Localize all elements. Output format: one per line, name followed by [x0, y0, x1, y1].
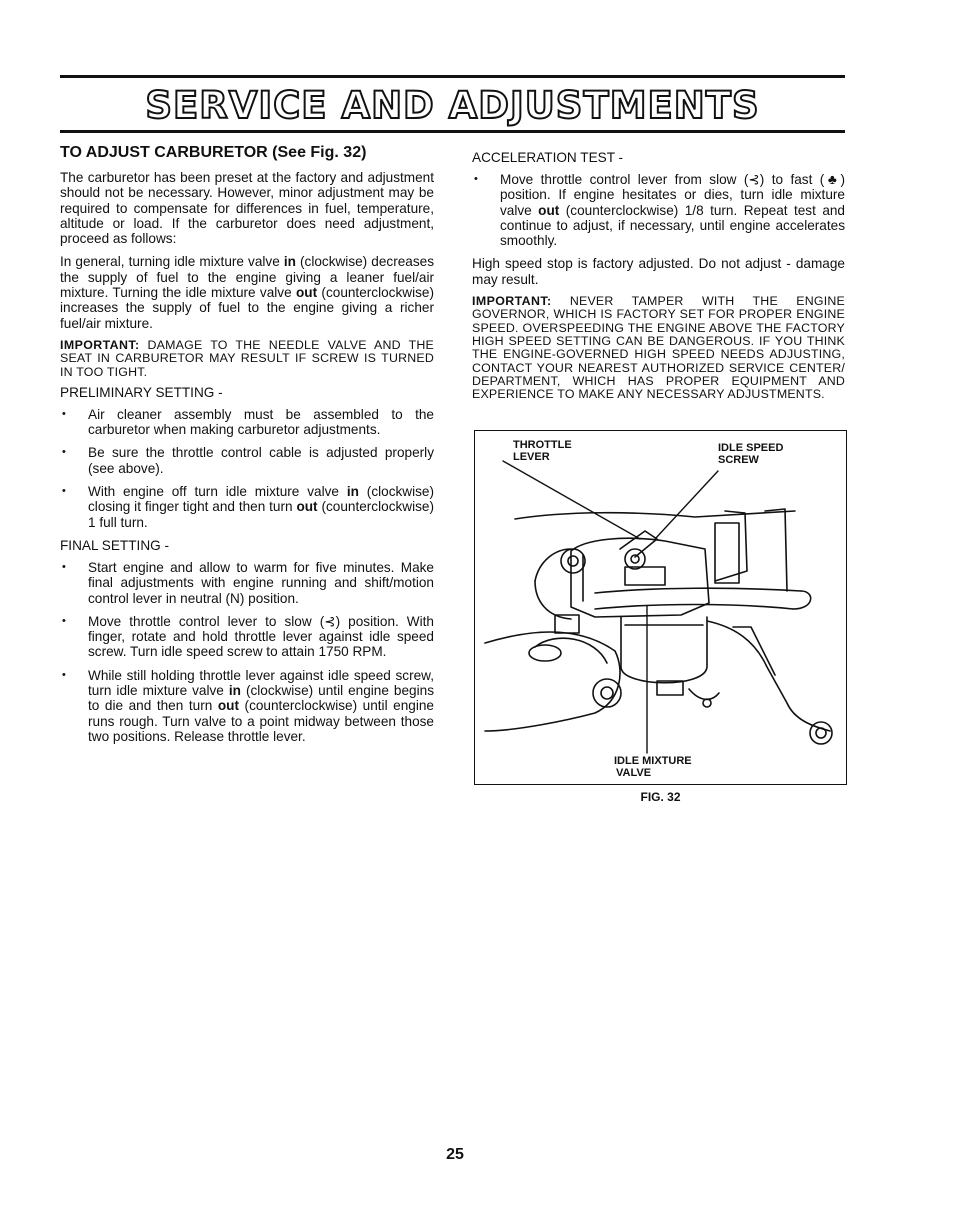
- bullet-icon: •: [62, 560, 66, 573]
- important-label: IMPORTANT:: [472, 294, 552, 309]
- list-item-text: (clockwise) until engine begins to die and then turn: [88, 683, 434, 714]
- callout-text: SCREW: [718, 454, 759, 466]
- bullet-icon: •: [62, 485, 66, 498]
- list-item-text: (clockwise) closing it finger tight and then turn: [88, 484, 435, 515]
- header-top-rule: [60, 75, 845, 78]
- preliminary-list: [60, 407, 434, 530]
- callout-text: LEVER: [513, 451, 550, 463]
- page-title: SERVICE AND ADJUSTMENTS: [145, 84, 760, 127]
- list-item: [60, 668, 434, 744]
- important-text: NEVER TAMPER WITH THE ENGINE GOVERNOR, WHICH IS FACTORY SET FOR PROPER ENGINE SPEED. OVERSPEEDING THE ENGINE ABOVE THE FACTORY HIGH SPEED SETTING CAN BE DANGEROUS. IF YOU THINK THE ENGINE-GOVERNED HIGH SPEED NEEDS ADJUSTING, CONTACT YOUR NEAREST AUTHORIZED SERVICE CENTER/ DEPARTMENT, WHICH HAS PROPER EQUIPMENT AND EXPERIENCE TO MAKE ANY NECESSARY ADJUSTMENTS.: [472, 294, 845, 402]
- page-number: 25: [446, 1146, 464, 1163]
- mixture-text-2: (clockwise) decreases the supply of fuel to the engine giving a leaner fuel/air mixture. Turning the idle mixture valve: [60, 254, 434, 301]
- out-word: out: [217, 698, 239, 714]
- important-text: DAMAGE TO THE NEEDLE VALVE AND THE SEAT IN CARBURETOR MAY RESULT IF SCREW IS TURNED IN TOO TIGHT.: [60, 337, 434, 379]
- in-word: in: [228, 683, 241, 699]
- callout-idle-speed-screw: [718, 442, 783, 466]
- callout-idle-mixture-valve: [614, 755, 692, 779]
- final-setting-heading: FINAL SETTING -: [60, 537, 170, 553]
- mixture-out-word: out: [295, 285, 318, 301]
- list-item: [60, 614, 434, 660]
- list-item-text: (counterclockwise) 1/8 turn. Repeat test and continue to adjust, if necessary, until engine accelerates smoothly.: [500, 202, 845, 249]
- acceleration-heading: ACCELERATION TEST -: [472, 150, 624, 165]
- callout-text: VALVE: [616, 767, 652, 779]
- in-word: in: [346, 484, 359, 500]
- high-speed-paragraph: High speed stop is factory adjusted. Do not adjust - damage may result.: [472, 256, 845, 287]
- callout-text: THROTTLE: [513, 439, 572, 451]
- bullet-icon: •: [62, 446, 66, 459]
- final-setting-list: [60, 560, 434, 744]
- list-item-text: Start engine and allow to warm for five minutes. Make final adjustments with engine running and shift/motion control lever in neutral (N) position.: [88, 559, 434, 606]
- bullet-icon: •: [474, 173, 478, 185]
- figure-caption: FIG. 32: [640, 790, 681, 804]
- acceleration-list: [472, 172, 845, 248]
- list-item: [60, 445, 434, 476]
- section-heading: TO ADJUST CARBURETOR (See Fig. 32): [60, 144, 367, 161]
- list-item-text: While still holding throttle lever against idle speed screw, turn idle mixture valve: [88, 667, 434, 699]
- list-item-text: Move throttle control lever to slow (⊰) position. With finger, rotate and hold throttle lever against idle speed screw. Turn idle speed screw to attain 1750 RPM.: [88, 613, 434, 660]
- bullet-icon: •: [62, 407, 66, 420]
- list-item-text: Be sure the throttle control cable is adjusted properly (see above).: [88, 445, 434, 476]
- carburetor-illustration: [475, 431, 846, 784]
- list-item-text: (counterclockwise) until engine runs rough. Turn valve to a point midway between those two positions. Release throttle lever.: [88, 698, 434, 744]
- carburetor-figure: [474, 430, 847, 785]
- list-item-text: Move throttle control lever from slow (⊰) to fast (♣) position. If engine hesitates or dies, turn idle mixture valve: [500, 172, 845, 218]
- list-item: [472, 172, 845, 248]
- mixture-text-1: In general, turning idle mixture valve: [60, 254, 284, 270]
- out-word: out: [538, 202, 560, 218]
- left-column: [60, 144, 434, 752]
- callout-text: IDLE MIXTURE: [614, 755, 692, 767]
- important-note-governor: [472, 295, 845, 401]
- mixture-in-word: in: [283, 254, 296, 270]
- list-item-text: (counterclockwise) 1 full turn.: [88, 499, 435, 530]
- list-item: [60, 407, 434, 438]
- important-label: IMPORTANT:: [60, 337, 140, 352]
- bullet-icon: •: [62, 614, 66, 627]
- mixture-text-3: (counterclockwise) increases the supply of fuel to the engine giving a richer fuel/air mixture.: [60, 285, 434, 331]
- intro-paragraph: The carburetor has been preset at the factory and adjustment should not be necessary. However, minor adjustment may be required to compensate for differences in fuel, temperature, altitude or load. If the carburetor does need adjustment, proceed as follows:: [60, 170, 434, 247]
- list-item-text: With engine off turn idle mixture valve: [88, 484, 347, 500]
- preliminary-heading: PRELIMINARY SETTING -: [60, 384, 223, 400]
- list-item: [60, 484, 434, 530]
- callout-throttle-lever: [513, 439, 572, 463]
- right-column: [472, 150, 845, 407]
- out-word: out: [296, 499, 318, 515]
- callout-text: IDLE SPEED: [718, 442, 784, 454]
- important-note-needle: [60, 339, 434, 379]
- bullet-icon: •: [62, 668, 66, 681]
- header-bottom-rule: [60, 130, 845, 133]
- mixture-paragraph: [60, 254, 434, 330]
- list-item-text: Air cleaner assembly must be assembled to the carburetor when making carburetor adjustments.: [88, 406, 434, 438]
- list-item: [60, 560, 434, 606]
